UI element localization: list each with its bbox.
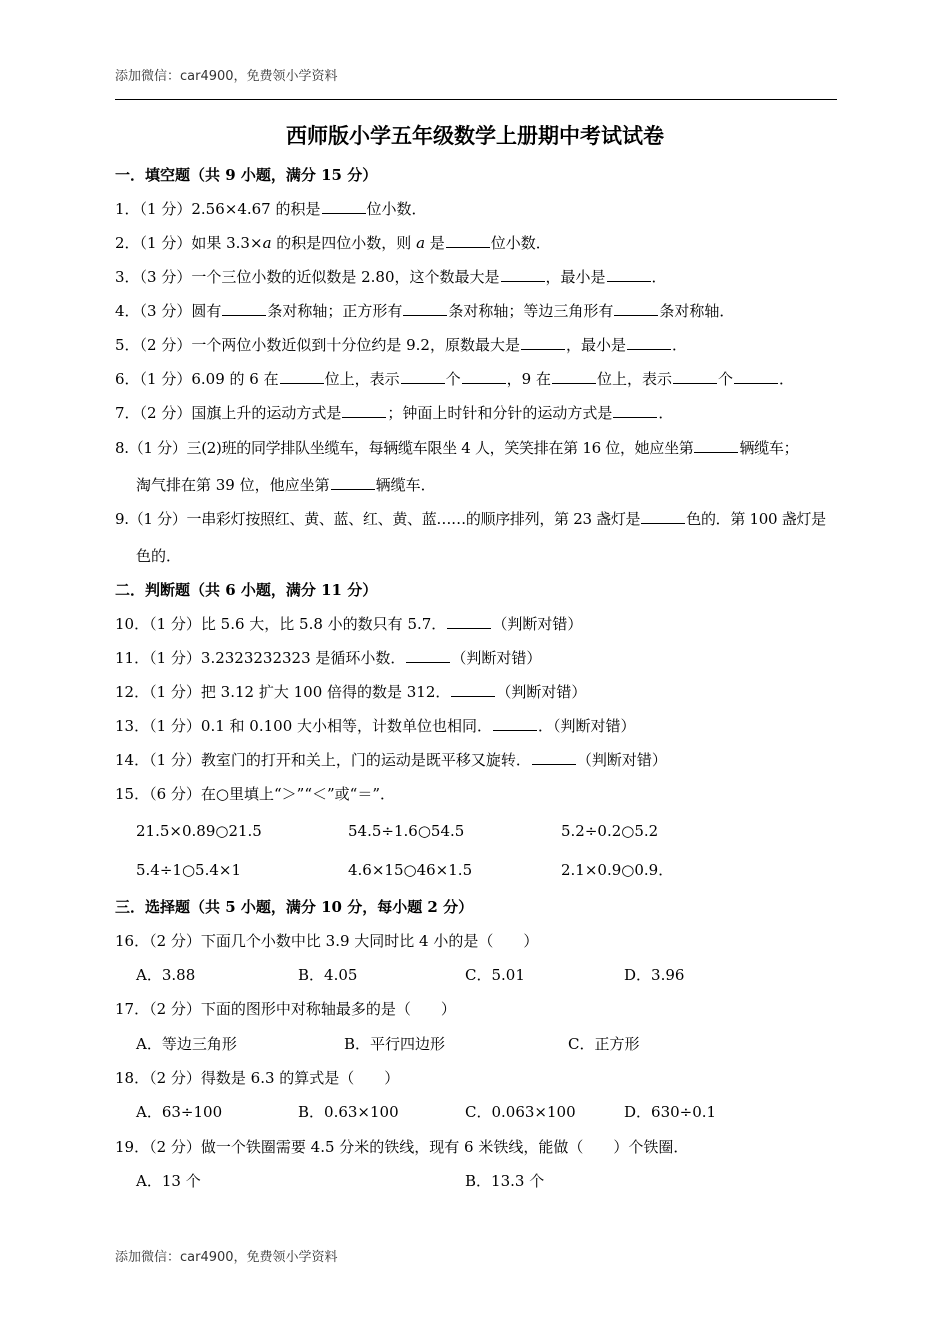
option-a[interactable]: A．63÷100 [136,1103,223,1121]
answer-blank[interactable] [342,403,386,418]
answer-blank[interactable] [447,614,491,629]
question-9: 9.（1 分）一串彩灯按照红、黄、蓝、红、黄、蓝……的顺序排列，第 23 盏灯是 色的．第 100 盏灯是 [115,510,826,528]
question-5: 5．（2 分）一个两位小数近似到十分位约是 9.2，原数最大是 ，最小是 ． [115,336,688,354]
option-a[interactable]: A．等边三角形 [136,1035,237,1053]
question-14: 14．（1 分）教室门的打开和关上，门的运动是既平移又旋转． （判断对错） [115,751,667,769]
answer-blank[interactable] [493,716,537,731]
answer-blank[interactable] [280,369,324,384]
compare-item[interactable]: 2.1×0.9○0.9． [561,861,674,879]
question-8: 8.（1 分）三(2)班的同学排队坐缆车，每辆缆车限坐 4 人，笑笑排在第 16 位，她应坐第 辆缆车； [115,439,799,457]
answer-blank[interactable] [406,648,450,663]
question-6: 6．（1 分）6.09 的 6 在 位上，表示 个 ，9 在 位上，表示 个 ． [115,370,794,388]
option-c[interactable]: C．0.063×100 [465,1103,576,1121]
compare-item[interactable]: 21.5×0.89○21.5 [136,822,262,840]
compare-item[interactable]: 5.2÷0.2○5.2 [561,822,659,840]
answer-blank[interactable] [552,369,596,384]
option-a[interactable]: A．13 个 [136,1172,201,1190]
answer-blank[interactable] [694,438,738,453]
section-fill-blank: 一．填空题（共 9 小题，满分 15 分） [115,166,378,184]
answer-blank[interactable] [734,369,778,384]
compare-item[interactable]: 54.5÷1.6○54.5 [348,822,465,840]
compare-item[interactable]: 4.6×15○46×1.5 [348,861,473,879]
answer-blank[interactable] [627,335,671,350]
question-2: 2．（1 分）如果 3.3×a 的积是四位小数，则 a 是 位小数． [115,234,551,252]
question-17: 17．（2 分）下面的图形中对称轴最多的是（ ） [115,1000,456,1018]
question-15: 15．（6 分）在○里填上“＞”“＜”或“＝”． [115,785,395,803]
answer-blank[interactable] [673,369,717,384]
answer-blank[interactable] [501,267,545,282]
header-note: 添加微信：car4900，免费领小学资料 [115,69,338,84]
answer-blank[interactable] [331,475,375,490]
option-a[interactable]: A．3.88 [136,966,196,984]
question-9-line2: 色的． [136,547,182,565]
question-8-line2: 淘气排在第 39 位，他应坐第 辆缆车． [136,476,436,494]
question-11: 11．（1 分）3.2323232323 是循环小数． （判断对错） [115,649,542,667]
option-c[interactable]: C．正方形 [568,1035,640,1053]
answer-blank[interactable] [532,750,576,765]
question-1: 1．（1 分）2.56×4.67 的积是 位小数． [115,200,427,218]
answer-blank[interactable] [403,301,447,316]
option-b[interactable]: B．平行四边形 [344,1035,446,1053]
page-title: 西师版小学五年级数学上册期中考试试卷 [286,123,664,148]
answer-blank[interactable] [222,301,266,316]
section-true-false: 二．判断题（共 6 小题，满分 11 分） [115,581,378,599]
answer-blank[interactable] [521,335,565,350]
answer-blank[interactable] [462,369,506,384]
question-16: 16．（2 分）下面几个小数中比 3.9 大同时比 4 小的是（ ） [115,932,539,950]
answer-blank[interactable] [446,233,490,248]
question-4: 4．（3 分）圆有 条对称轴；正方形有 条对称轴；等边三角形有 条对称轴． [115,302,735,320]
option-c[interactable]: C．5.01 [465,966,525,984]
option-d[interactable]: D．630÷0.1 [624,1103,717,1121]
option-b[interactable]: B．0.63×100 [298,1103,399,1121]
option-b[interactable]: B．4.05 [298,966,358,984]
answer-blank[interactable] [322,199,366,214]
question-12: 12．（1 分）把 3.12 扩大 100 倍得的数是 312． （判断对错） [115,683,587,701]
footer-note: 添加微信：car4900，免费领小学资料 [115,1250,338,1265]
option-b[interactable]: B．13.3 个 [465,1172,545,1190]
answer-blank[interactable] [641,509,685,524]
answer-blank[interactable] [401,369,445,384]
question-3: 3．（3 分）一个三位小数的近似数是 2.80，这个数最大是 ，最小是 ． [115,268,667,286]
answer-blank[interactable] [614,301,658,316]
answer-blank[interactable] [607,267,651,282]
section-multiple-choice: 三．选择题（共 5 小题，满分 10 分，每小题 2 分） [115,898,474,916]
question-10: 10．（1 分）比 5.6 大，比 5.8 小的数只有 5.7． （判断对错） [115,615,583,633]
question-7: 7．（2 分）国旗上升的运动方式是 ；钟面上时针和分针的运动方式是 ． [115,404,674,422]
option-d[interactable]: D．3.96 [624,966,685,984]
question-19: 19．（2 分）做一个铁圈需要 4.5 分米的铁线，现有 6 米铁线，能做（ ）个铁圈． [115,1138,689,1156]
header-divider [115,99,837,100]
compare-item[interactable]: 5.4÷1○5.4×1 [136,861,242,879]
answer-blank[interactable] [613,403,657,418]
question-13: 13．（1 分）0.1 和 0.100 大小相等，计数单位也相同． ．（判断对错） [115,717,636,735]
question-18: 18．（2 分）得数是 6.3 的算式是（ ） [115,1069,400,1087]
answer-blank[interactable] [451,682,495,697]
